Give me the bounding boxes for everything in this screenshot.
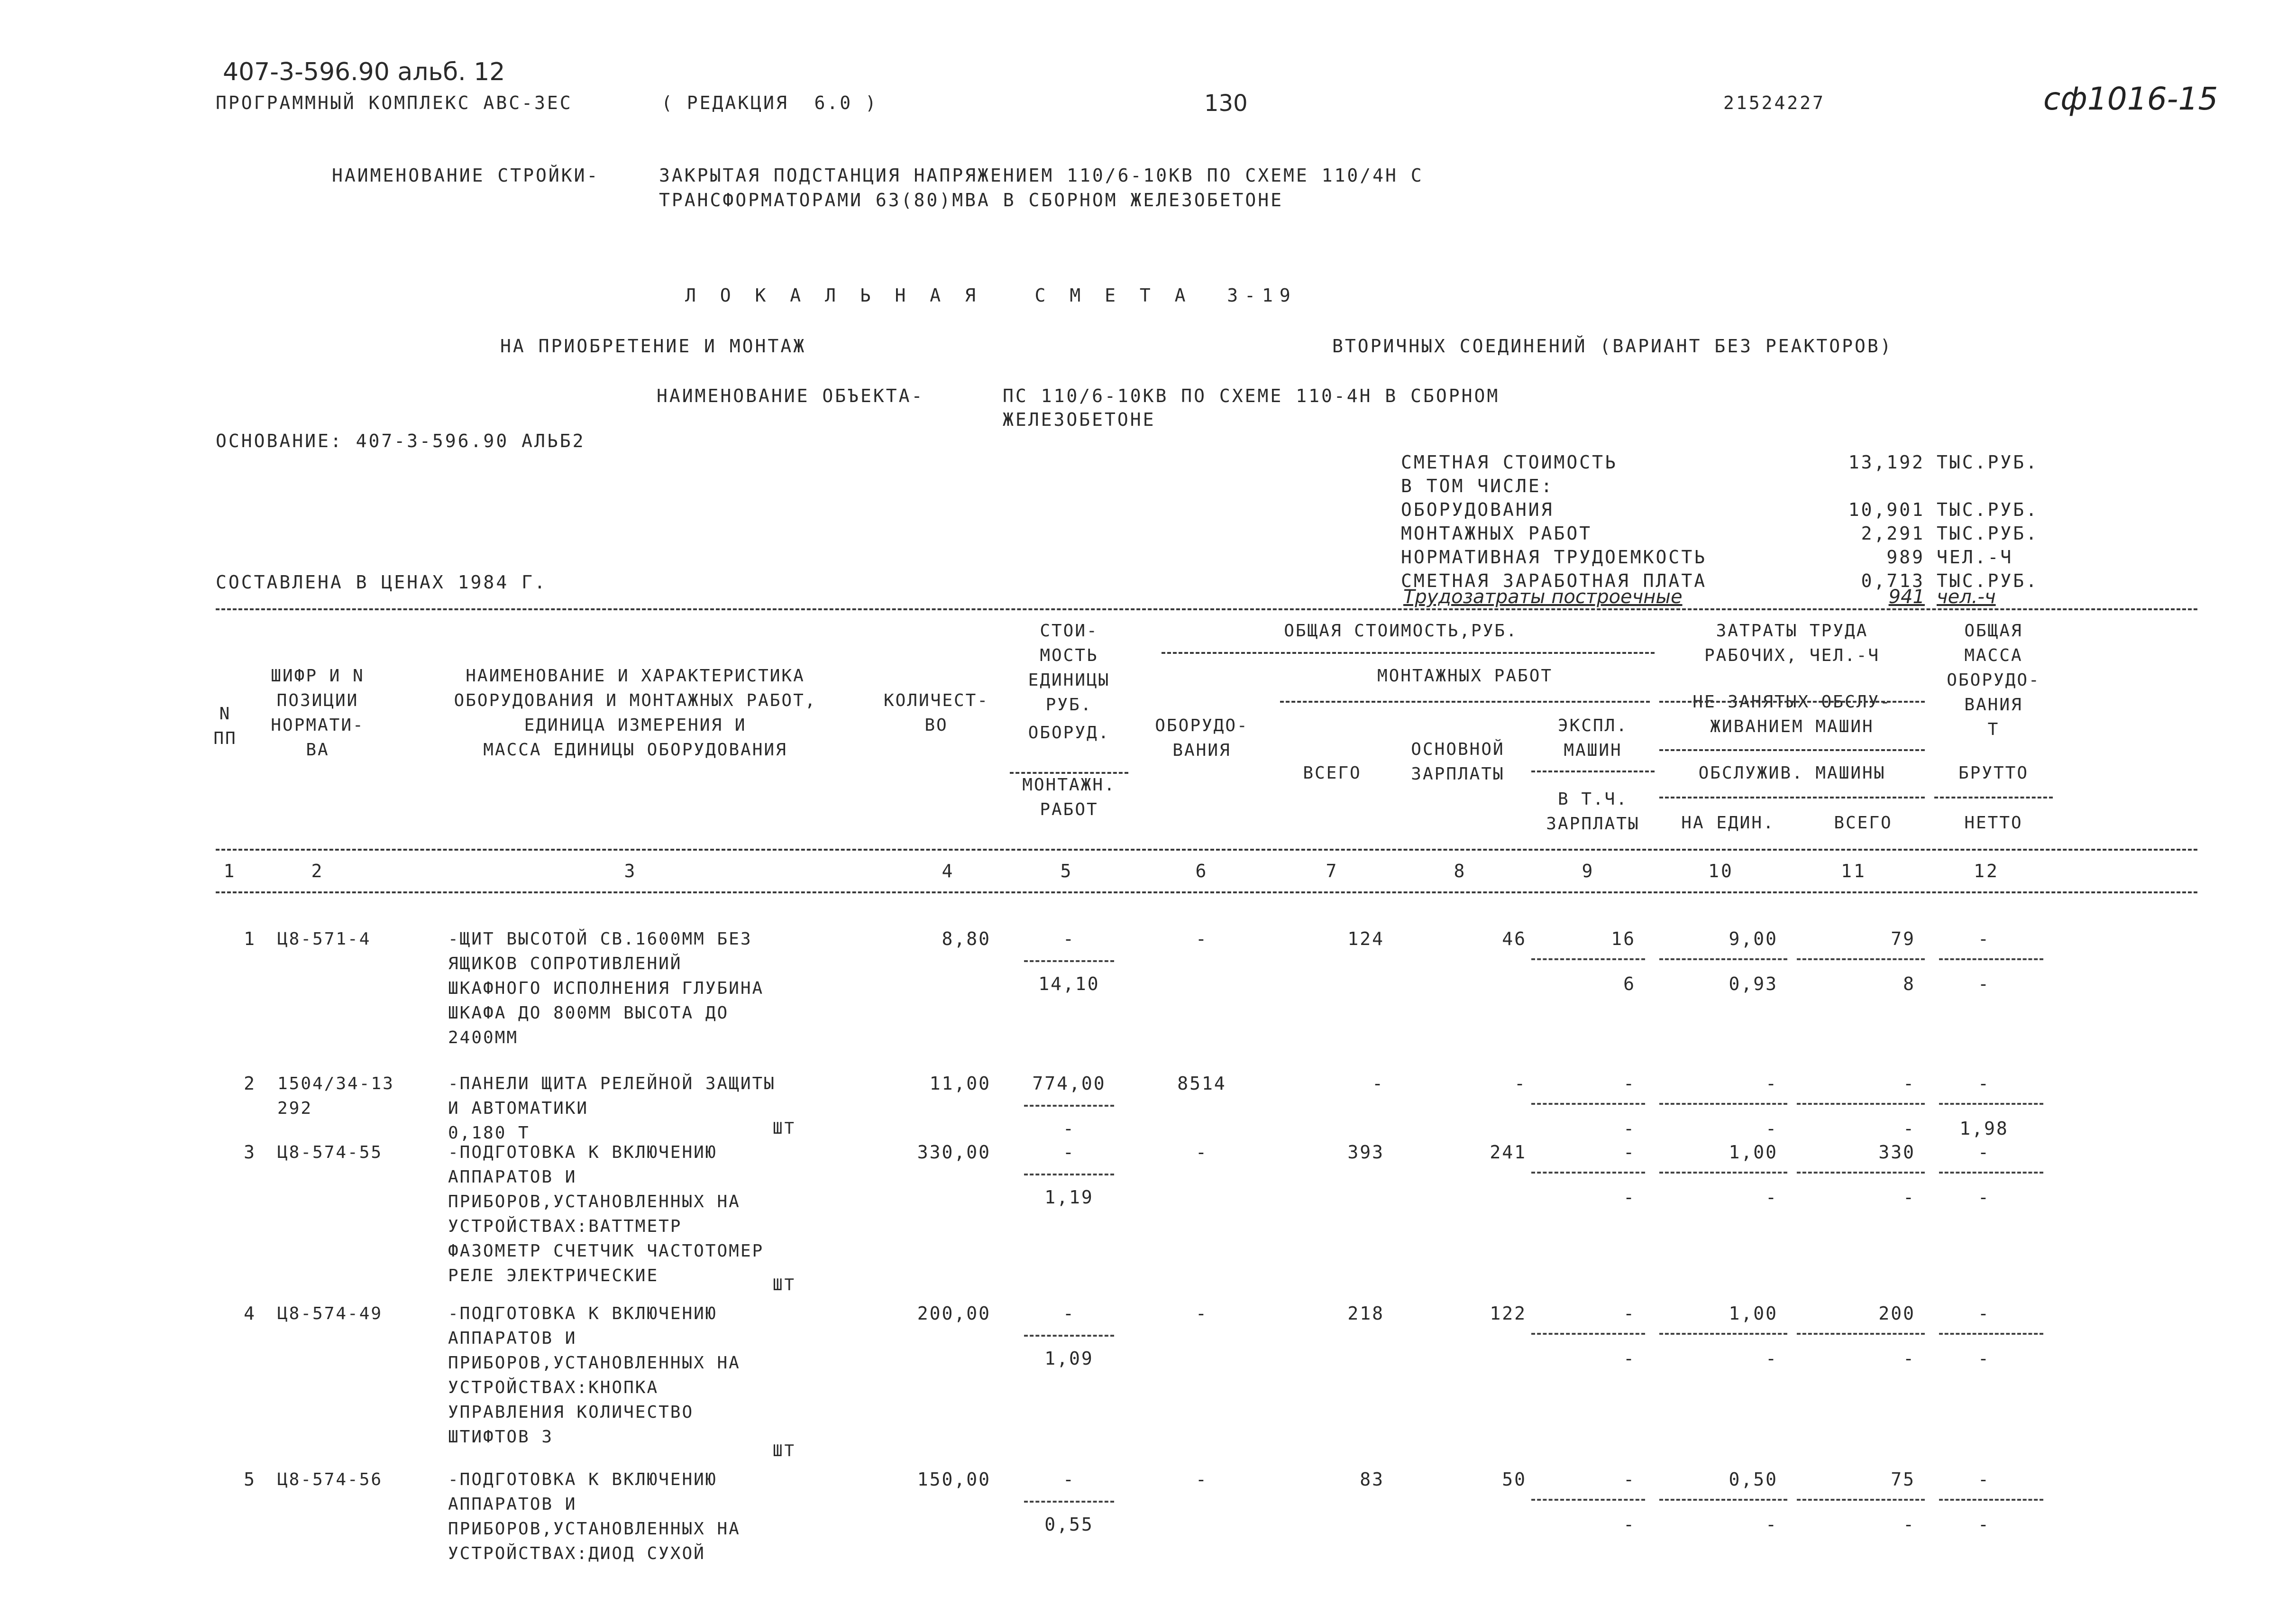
row-number: 3 [244,1142,256,1163]
header-rule [1659,797,1925,798]
header-rule [1162,652,1655,654]
row-equipment-total: - [1196,1142,1208,1163]
summary-value: 0,713 [1861,570,1925,591]
cell-divider [1531,958,1645,960]
summary-label: В ТОМ ЧИСЛЕ: [1401,476,1554,496]
row-machine-labor-total: - [1903,1118,1915,1139]
row-machine-labor-per-unit: - [1765,1514,1778,1535]
construction-label: НАИМЕНОВАНИЕ СТРОЙКИ- [332,165,600,186]
row-net-mass: - [1978,1514,1990,1535]
header-rule [1531,771,1655,772]
cell-divider [1531,1103,1645,1105]
row-unit: ШТ [773,1441,796,1460]
header-col-base-salary: ОСНОВНОЙ ЗАРПЛАТЫ [1411,740,1505,784]
row-net-mass: - [1978,1187,1990,1208]
summary-unit: ТЫС.РУБ. [1937,570,2039,591]
doc-code: 407-3-596.90 альб. 12 [223,58,505,86]
cell-divider [1797,1499,1925,1501]
header-group-mounting: МОНТАЖНЫХ РАБОТ [1377,666,1553,686]
row-mounting-unit-cost: 0,55 [1044,1514,1094,1535]
row-description: -ПОДГОТОВКА К ВКЛЮЧЕНИЮ АППАРАТОВ И ПРИБОРОВ,УСТАНОВЛЕННЫХ НА УСТРОЙСТВАХ:КНОПКА УПРАВЛЕНИЯ КОЛИЧЕСТВО ШТИФТОВ 3 [448,1304,741,1447]
summary-value: 10,901 [1848,499,1925,520]
row-machines-salary: - [1623,1118,1636,1139]
summary-value: 13,192 [1848,452,1925,473]
summary-label: СМЕТНАЯ ЗАРАБОТНАЯ ПЛАТА [1401,570,1707,591]
cell-divider [1939,1103,2043,1105]
row-number: 5 [244,1469,256,1490]
row-net-mass: - [1978,1348,1990,1369]
summary-unit: ТЫС.РУБ. [1937,452,2039,473]
header-col-name: НАИМЕНОВАНИЕ И ХАРАКТЕРИСТИКА ОБОРУДОВАНИЯ И МОНТАЖНЫХ РАБОТ, ЕДИНИЦА ИЗМЕРЕНИЯ И МАССА ЕДИНИЦЫ ОБОРУДОВАНИЯ [454,666,817,760]
col-number: 2 [311,861,324,881]
row-machines-cost: 16 [1611,928,1636,949]
row-labor-total: - [1903,1073,1915,1094]
construction-line2: ТРАНСФОРМАТОРАМИ 63(80)МВА В СБОРНОМ ЖЕЛЕЗОБЕТОНЕ [659,190,1284,211]
row-machines-cost: - [1623,1469,1636,1490]
cell-divider [1531,1172,1645,1174]
header-col-code: ШИФР И N ПОЗИЦИИ НОРМАТИ- ВА [271,666,365,760]
row-equipment-total: - [1196,928,1208,949]
row-equipment-unit-cost: - [1063,1469,1075,1490]
col-number: 6 [1195,861,1208,881]
row-machine-labor-per-unit: - [1765,1348,1778,1369]
row-equipment-total: - [1196,1469,1208,1490]
row-mounting-total: 393 [1347,1142,1384,1163]
cell-divider [1024,1335,1114,1337]
row-net-mass: 1,98 [1959,1118,2009,1139]
cell-divider [1659,958,1787,960]
col-number: 10 [1708,861,1734,881]
table-top-rule [216,608,2197,610]
header-col-qty: КОЛИЧЕСТ- ВО [883,691,989,735]
object-label: НАИМЕНОВАНИЕ ОБЪЕКТА- [657,385,924,406]
row-description: -ПАНЕЛИ ЩИТА РЕЛЕЙНОЙ ЗАЩИТЫ И АВТОМАТИКИ 0,180 Т [448,1074,776,1143]
row-gross-mass: - [1978,928,1990,949]
col-number: 1 [223,861,237,881]
cell-divider [1024,1105,1114,1107]
row-machine-labor-total: - [1903,1514,1915,1535]
row-code: Ц8-571-4 [277,929,371,949]
row-description: -ЩИТ ВЫСОТОЙ СВ.1600ММ БЕЗ ЯЩИКОВ СОПРОТИВЛЕНИЙ ШКАФНОГО ИСПОЛНЕНИЯ ГЛУБИНА ШКАФА ДО 800ММ ВЫСОТА ДО 2400ММ [448,929,764,1047]
header-col-total: ВСЕГО [1303,763,1362,783]
row-mounting-unit-cost: 1,09 [1044,1348,1094,1369]
cell-divider [1797,958,1925,960]
row-mounting-unit-cost: 14,10 [1038,973,1100,994]
row-machine-labor-per-unit: - [1765,1187,1778,1208]
row-labor-per-unit: 1,00 [1729,1142,1778,1163]
header-labor-machines: ОБСЛУЖИВ. МАШИНЫ [1698,763,1886,783]
header-col-machines-salary: В Т.Ч. ЗАРПЛАТЫ [1546,789,1640,834]
summary-unit-handwritten: чел.-ч [1937,586,1996,608]
row-labor-total: 330 [1878,1142,1915,1163]
cell-divider [1531,1333,1645,1335]
edition: ( РЕДАКЦИЯ 6.0 ) [661,92,878,113]
program-name: ПРОГРАММНЫЙ КОМПЛЕКС АВС-3ЕС [216,92,573,113]
row-labor-per-unit: 1,00 [1729,1303,1778,1324]
cell-divider [1939,1499,2043,1501]
row-unit: ШТ [773,1119,796,1138]
row-equipment-total: - [1196,1303,1208,1324]
row-mounting-total: 124 [1347,928,1384,949]
header-rule [1280,701,1650,703]
col-number: 12 [1974,861,1999,881]
col-number: 11 [1841,861,1866,881]
summary-label: ОБОРУДОВАНИЯ [1401,499,1554,520]
summary-label-handwritten: Трудозатраты построечные [1403,586,1683,608]
col-number: 4 [942,861,955,881]
header-bottom-rule [216,849,2197,851]
row-mounting-total: 218 [1347,1303,1384,1324]
row-gross-mass: - [1978,1142,1990,1163]
construction-line1: ЗАКРЫТАЯ ПОДСТАНЦИЯ НАПРЯЖЕНИЕМ 110/6-10КВ ПО СХЕМЕ 110/4Н С [659,165,1424,186]
col-number: 7 [1326,861,1339,881]
header-col-labor-total: ВСЕГО [1834,813,1893,833]
row-labor-per-unit: 0,50 [1729,1469,1778,1490]
summary-label: СМЕТНАЯ СТОИМОСТЬ [1401,452,1618,473]
row-mounting-total: 83 [1360,1469,1384,1490]
row-machines-cost: - [1623,1073,1636,1094]
cell-divider [1939,958,2043,960]
page-number: 130 [1204,90,1248,117]
cell-divider [1939,1172,2043,1174]
summary-value: 2,291 [1861,523,1925,544]
row-machine-labor-total: - [1903,1348,1915,1369]
estimate-title: Л О К А Л Ь Н А Я С М Е Т А 3-19 [685,285,1297,306]
row-number: 2 [244,1073,256,1094]
row-quantity: 200,00 [917,1303,991,1324]
row-machines-cost: - [1623,1303,1636,1324]
header-col-net: НЕТТО [1964,813,2023,833]
header-col-equipment-total: ОБОРУДО- ВАНИЯ [1155,716,1249,760]
cell-divider [1659,1172,1787,1174]
row-machine-labor-per-unit: - [1765,1118,1778,1139]
header-rule [1659,749,1925,751]
header-labor-not-machines: НЕ ЗАНЯТЫХ ОБСЛУ- ЖИВАНИЕМ МАШИН [1692,692,1892,736]
cell-divider [1659,1333,1787,1335]
row-number: 1 [244,928,256,949]
row-base-salary: 122 [1490,1303,1527,1324]
header-col-equipment-unit: ОБОРУД. [1028,723,1110,743]
row-unit: ШТ [773,1275,796,1294]
row-labor-per-unit: - [1765,1073,1778,1094]
row-gross-mass: - [1978,1469,1990,1490]
cell-divider [1024,1174,1114,1175]
row-machine-labor-per-unit: 0,93 [1729,973,1778,994]
row-equipment-total: 8514 [1177,1073,1226,1094]
header-col-mass: ОБЩАЯ МАССА ОБОРУДО- ВАНИЯ Т [1947,621,2040,739]
cell-divider [1659,1499,1787,1501]
cell-divider [1797,1103,1925,1105]
row-machines-salary: - [1623,1348,1636,1369]
purpose-right: ВТОРИЧНЫХ СОЕДИНЕНИЙ (ВАРИАНТ БЕЗ РЕАКТОРОВ) [1332,336,1893,357]
row-equipment-unit-cost: - [1063,1303,1075,1324]
row-labor-per-unit: 9,00 [1729,928,1778,949]
cell-divider [1797,1172,1925,1174]
summary-label: НОРМАТИВНАЯ ТРУДОЕМКОСТЬ [1401,547,1707,568]
column-number-rule [216,891,2197,893]
cell-divider [1024,1501,1114,1503]
row-equipment-unit-cost: - [1063,1142,1075,1163]
row-equipment-unit-cost: - [1063,928,1075,949]
object-line2: ЖЕЛЕЗОБЕТОНЕ [1003,409,1156,430]
summary-label: МОНТАЖНЫХ РАБОТ [1401,523,1592,544]
row-machine-labor-total: - [1903,1187,1915,1208]
col-number: 3 [624,861,637,881]
row-machines-salary: - [1623,1187,1636,1208]
purpose-left: НА ПРИОБРЕТЕНИЕ И МОНТАЖ [500,336,806,357]
col-number: 9 [1582,861,1595,881]
header-col-machines: ЭКСПЛ. МАШИН [1557,716,1628,760]
row-mounting-total: - [1372,1073,1384,1094]
estimate-basis: ОСНОВАНИЕ: 407-3-596.90 АЛЬБ2 [216,431,585,451]
row-base-salary: 50 [1502,1469,1527,1490]
row-labor-total: 200 [1878,1303,1915,1324]
row-net-mass: - [1978,973,1990,994]
row-description: -ПОДГОТОВКА К ВКЛЮЧЕНИЮ АППАРАТОВ И ПРИБОРОВ,УСТАНОВЛЕННЫХ НА УСТРОЙСТВАХ:ВАТТМЕТР ФАЗОМЕТР СЧЕТЧИК ЧАСТОТОМЕР РЕЛЕ ЭЛЕКТРИЧЕСКИЕ [448,1143,764,1285]
row-quantity: 150,00 [917,1469,991,1490]
header-col-per-unit: НА ЕДИН. [1681,813,1775,833]
row-quantity: 11,00 [929,1073,991,1094]
summary-unit: ЧЕЛ.-Ч [1937,547,2013,568]
header-col-mounting-unit: МОНТАЖН. РАБОТ [1022,775,1116,819]
row-code: Ц8-574-55 [277,1143,383,1162]
cell-divider [1939,1333,2043,1335]
row-code: Ц8-574-56 [277,1470,383,1489]
row-mounting-unit-cost: - [1063,1118,1075,1139]
summary-unit: ТЫС.РУБ. [1937,523,2039,544]
row-machines-cost: - [1623,1142,1636,1163]
row-gross-mass: - [1978,1073,1990,1094]
cell-divider [1531,1499,1645,1501]
col-number: 5 [1060,861,1073,881]
header-rule [1934,797,2053,798]
row-labor-total: 75 [1891,1469,1915,1490]
row-gross-mass: - [1978,1303,1990,1324]
header-group-total-cost: ОБЩАЯ СТОИМОСТЬ,РУБ. [1284,621,1518,641]
object-line1: ПС 110/6-10КВ ПО СХЕМЕ 110-4Н В СБОРНОМ [1003,385,1500,406]
row-quantity: 330,00 [917,1142,991,1163]
cell-divider [1797,1333,1925,1335]
col-number: 8 [1454,861,1467,881]
row-machine-labor-total: 8 [1903,973,1915,994]
cell-divider [1659,1103,1787,1105]
row-base-salary: 46 [1502,928,1527,949]
row-machines-salary: 6 [1623,973,1636,994]
row-labor-total: 79 [1891,928,1915,949]
summary-value: 989 [1886,547,1925,568]
row-base-salary: - [1514,1073,1527,1094]
row-machines-salary: - [1623,1514,1636,1535]
row-code: 1504/34-13 292 [277,1074,394,1118]
header-group-labor: ЗАТРАТЫ ТРУДА РАБОЧИХ, ЧЕЛ.-Ч [1704,621,1880,665]
row-base-salary: 241 [1490,1142,1527,1163]
row-description: -ПОДГОТОВКА К ВКЛЮЧЕНИЮ АППАРАТОВ И ПРИБОРОВ,УСТАНОВЛЕННЫХ НА УСТРОЙСТВАХ:ДИОД СУХОЙ [448,1470,741,1563]
doc-number: 21524227 [1723,92,1826,113]
summary-value-handwritten: 941 [1888,586,1925,608]
summary-unit: ТЫС.РУБ. [1937,499,2039,520]
header-col-n: N ПП [213,704,237,748]
header-col-unit-cost: СТОИ- МОСТЬ ЕДИНИЦЫ РУБ. [1028,621,1110,715]
row-number: 4 [244,1303,256,1324]
header-rule [1010,772,1128,774]
row-code: Ц8-574-49 [277,1304,383,1323]
header-rule [1659,701,1925,703]
header-col-gross: БРУТТО [1958,763,2029,783]
archive-stamp: сф1016-15 [2043,81,2218,117]
price-level: СОСТАВЛЕНА В ЦЕНАХ 1984 Г. [216,572,547,593]
row-mounting-unit-cost: 1,19 [1044,1187,1094,1208]
cell-divider [1024,960,1114,962]
row-equipment-unit-cost: 774,00 [1032,1073,1106,1094]
row-quantity: 8,80 [942,928,991,949]
